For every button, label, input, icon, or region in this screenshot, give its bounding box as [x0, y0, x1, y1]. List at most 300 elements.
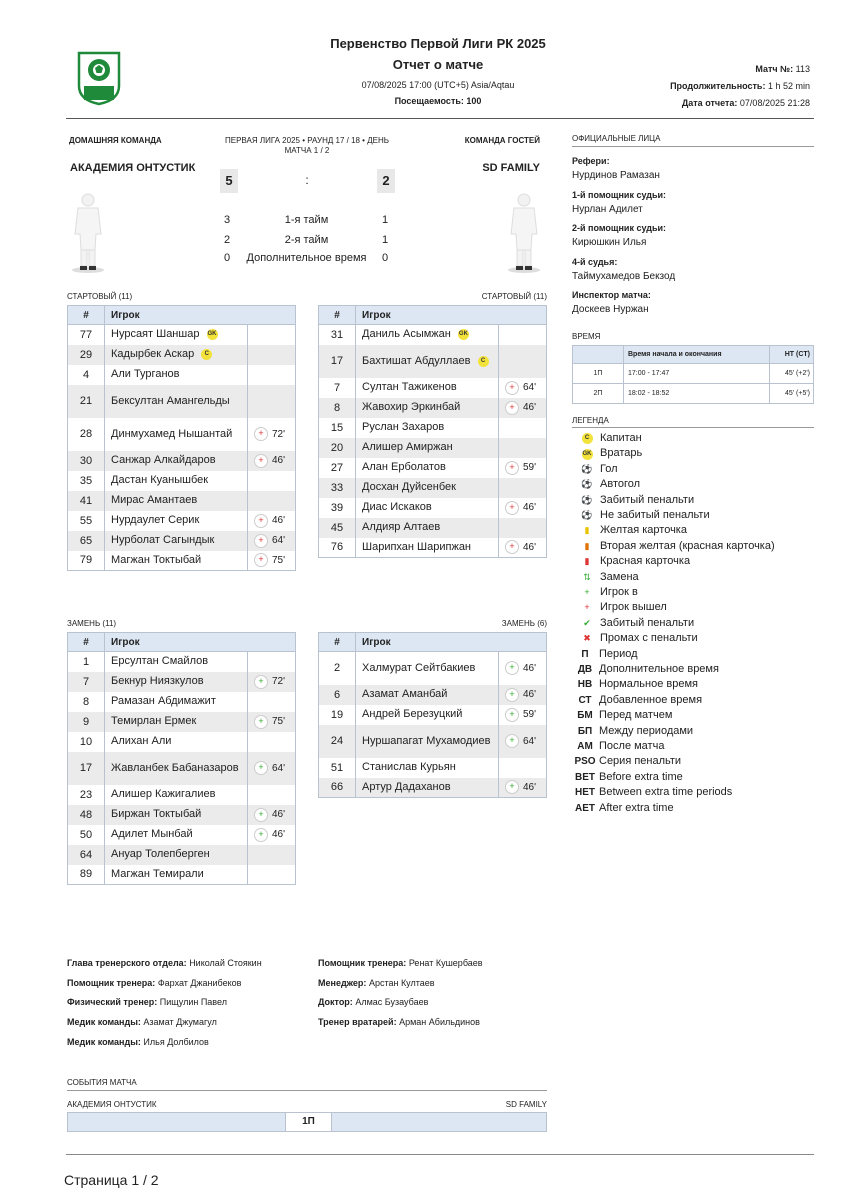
player-in-icon: + — [254, 761, 268, 775]
events-title: СОБЫТИЯ МАТЧА — [67, 1078, 137, 1087]
staff-name: Николай Стоякин — [189, 958, 262, 968]
player-out-icon: + — [505, 501, 519, 515]
staff-role: Доктор: — [318, 997, 353, 1008]
event-minute: 46' — [523, 662, 537, 674]
player-row — [68, 471, 296, 491]
player-number: 1 — [68, 652, 105, 672]
time-period: 1П — [573, 364, 624, 384]
period-home: 3 — [224, 214, 231, 226]
legend-label: Before extra time — [599, 770, 683, 783]
period-label: 2-я тайм — [284, 234, 329, 246]
player-name: Шарипхан Шарипжан — [362, 540, 472, 553]
legend-item — [572, 616, 694, 631]
player-name-cell — [105, 325, 248, 345]
legend-divider — [572, 427, 814, 428]
player-event-cell — [248, 418, 296, 451]
player-name-cell — [105, 752, 248, 785]
player-out-icon: + — [505, 401, 519, 415]
player-name: Санжар Алкайдаров — [111, 454, 216, 466]
event-minute: 59' — [523, 709, 537, 720]
player-event-cell — [499, 478, 547, 498]
away-subs-label: ЗАМЕНЬ (6) — [501, 619, 547, 628]
home-starting-label: СТАРТОВЫЙ (11) — [67, 292, 133, 301]
player-name-cell — [105, 491, 248, 511]
event-minute: 75' — [272, 554, 286, 566]
legend-label: Вратарь — [600, 447, 643, 460]
legend-item — [572, 770, 683, 785]
player-name-cell — [356, 325, 499, 345]
legend-abbreviation: AET — [575, 802, 595, 814]
legend-glyph: ⚽ — [581, 510, 593, 520]
staff-role: Физический тренер: — [67, 997, 158, 1008]
col-number-header: # — [319, 306, 356, 325]
player-number: 41 — [68, 491, 105, 511]
staff-role: Тренер вратарей: — [318, 1017, 397, 1028]
player-row — [68, 451, 296, 471]
player-event-cell — [248, 325, 296, 345]
legend-label: Период — [599, 647, 638, 660]
player-name: Бекнур Ниязкулов — [111, 675, 204, 687]
event-minute: 46' — [272, 829, 286, 840]
events-home-team: АКАДЕМИЯ ОНТУСТИК — [67, 1100, 157, 1109]
player-name-cell — [105, 712, 248, 732]
match-number-label: Матч №: — [755, 64, 794, 74]
player-row — [68, 551, 296, 571]
home-subs-label: ЗАМЕНЬ (11) — [67, 619, 117, 628]
time-table — [572, 345, 814, 404]
player-name-cell — [105, 692, 248, 712]
player-out-icon: + — [254, 534, 268, 548]
player-number: 29 — [68, 345, 105, 365]
attendance-value: 100 — [466, 96, 482, 106]
round-info: ПЕРВАЯ ЛИГА 2025 • РАУНД 17 / 18 • ДЕНЬ МАТЧА 1 / 2 — [224, 136, 389, 155]
player-number: 4 — [68, 365, 105, 385]
legend-item — [572, 754, 681, 769]
official-name: Таймухамедов Бекзод — [572, 270, 676, 282]
legend-item — [572, 570, 639, 585]
report-date — [682, 98, 810, 108]
player-name-cell — [105, 365, 248, 385]
player-name-cell — [356, 705, 499, 725]
staff-name: Алмас Бузаубаев — [355, 997, 429, 1008]
player-number: 48 — [68, 805, 105, 825]
footer-divider — [66, 1154, 814, 1155]
event-minute: 46' — [272, 515, 286, 526]
legend-abbreviation: БМ — [577, 710, 593, 722]
events-divider — [67, 1090, 547, 1091]
player-event-cell — [248, 865, 296, 885]
legend-label: After extra time — [599, 801, 674, 814]
player-row — [68, 652, 296, 672]
player-name-cell — [105, 845, 248, 865]
legend-label: Добавленное время — [599, 693, 703, 706]
player-name: Жавланбек Бабаназаров — [111, 762, 239, 774]
penalty-missed-icon — [577, 508, 597, 523]
player-in-icon: + — [505, 780, 519, 794]
player-event-cell — [248, 825, 296, 845]
col-player-header: Игрок — [105, 633, 296, 652]
legend-glyph: + — [584, 602, 590, 613]
player-event-cell — [499, 458, 547, 478]
staff-member — [318, 997, 428, 1007]
player-name-cell — [356, 378, 499, 398]
player-row — [68, 345, 296, 365]
player-event-cell — [499, 685, 547, 705]
period-home: 0 — [224, 252, 231, 264]
home-kit-icon — [70, 190, 106, 279]
player-name: Алишер Кажигалиев — [111, 788, 216, 800]
time-range: 18:02 - 18:52 — [624, 384, 770, 404]
player-in-icon: + — [254, 808, 268, 822]
official-name: Нурлан Адилет — [572, 203, 643, 215]
badge-text: C — [480, 357, 486, 364]
player-number: 7 — [319, 378, 356, 398]
player-name-cell — [356, 438, 499, 458]
player-number: 24 — [319, 725, 356, 758]
match-number-value: 113 — [795, 64, 810, 74]
player-name-cell — [356, 418, 499, 438]
player-event-cell — [248, 752, 296, 785]
legend-abbreviation: HET — [575, 787, 595, 799]
player-row — [68, 712, 296, 732]
player-row — [68, 491, 296, 511]
player-name: Алишер Амиржан — [362, 441, 453, 453]
duration-value: 1 h 52 min — [767, 81, 810, 91]
player-out-icon: + — [254, 454, 268, 468]
player-event-cell — [248, 692, 296, 712]
officials-title: ОФИЦИАЛЬНЫЕ ЛИЦА — [572, 134, 661, 143]
player-row — [319, 538, 547, 558]
page-number: Страница 1 / 2 — [64, 1172, 159, 1188]
player-row — [319, 705, 547, 725]
player-name-cell — [356, 758, 499, 778]
event-minute: 46' — [523, 689, 537, 700]
staff-name: Пищулин Павел — [159, 997, 227, 1008]
player-event-cell — [499, 418, 547, 438]
legend-label: Гол — [600, 462, 618, 475]
match-duration — [670, 81, 810, 91]
home-subs-table — [67, 632, 296, 885]
legend-item — [572, 708, 672, 723]
goalkeeper-icon — [458, 329, 469, 340]
player-row — [319, 378, 547, 398]
report-title: Первенство Первой Лиги РК 2025 — [330, 36, 546, 51]
staff-name: Азамат Джумагул — [143, 1017, 217, 1028]
player-number: 33 — [319, 478, 356, 498]
player-event-cell — [248, 511, 296, 531]
legend-label: Автогол — [600, 478, 641, 491]
official-role: 4-й судья: — [572, 256, 618, 267]
time-ht: 45' (+2') — [769, 364, 813, 384]
player-number: 79 — [68, 551, 105, 571]
player-name-cell — [356, 685, 499, 705]
period-label: 1-я тайм — [284, 214, 329, 226]
player-name-cell — [105, 511, 248, 531]
player-event-cell — [248, 732, 296, 752]
player-name-cell — [105, 785, 248, 805]
legend-glyph: ⚽ — [581, 494, 593, 505]
home-score: 5 — [225, 173, 233, 188]
badge-text: C — [204, 350, 209, 357]
legend-abbreviation: НВ — [577, 679, 593, 691]
player-number: 89 — [68, 865, 105, 885]
player-in-icon: + — [254, 675, 268, 689]
player-event-cell — [248, 471, 296, 491]
legend-item — [572, 724, 693, 739]
player-number: 50 — [68, 825, 105, 845]
legend-label: Капитан — [600, 432, 642, 444]
legend-label: Забитый пенальти — [600, 493, 695, 506]
time-period: 2П — [573, 384, 624, 404]
player-number: 30 — [68, 451, 105, 471]
player-number: 7 — [68, 672, 105, 692]
player-in-icon: + — [505, 734, 519, 748]
player-number: 15 — [319, 418, 356, 438]
player-row — [68, 385, 296, 418]
player-event-cell — [248, 652, 296, 672]
penalty-scored-check-icon — [577, 616, 597, 631]
player-event-cell — [499, 438, 547, 458]
player-name: Нуршапагат Мухамодиев — [362, 735, 491, 747]
staff-member — [318, 958, 483, 968]
staff-role: Медик команды: — [67, 1036, 141, 1047]
player-event-cell — [499, 378, 547, 398]
player-in-icon: + — [505, 708, 519, 722]
player-event-cell — [248, 365, 296, 385]
player-event-cell — [248, 785, 296, 805]
table-header-row — [68, 306, 296, 325]
player-event-cell — [248, 345, 296, 365]
time-range: 17:00 - 17:47 — [624, 364, 770, 384]
player-name: Рамазан Абдимажит — [111, 695, 216, 707]
player-event-cell — [499, 652, 547, 685]
player-name: Динмухамед Нышантай — [111, 428, 233, 440]
player-row — [319, 478, 547, 498]
staff-member — [67, 958, 262, 968]
event-minute: 46' — [272, 809, 286, 820]
player-row — [68, 825, 296, 845]
attendance-label: Посещаемость: — [394, 96, 464, 106]
event-minute: 46' — [523, 781, 537, 793]
legend-item — [572, 539, 775, 554]
player-name: Даниль Асымжан — [362, 328, 451, 341]
period-home: 2 — [224, 234, 231, 246]
legend-item — [572, 446, 642, 461]
player-row — [68, 365, 296, 385]
staff-role: Помощник тренера: — [318, 958, 407, 968]
player-number: 8 — [68, 692, 105, 712]
player-event-cell — [248, 491, 296, 511]
player-name-cell — [105, 451, 248, 471]
legend-item — [572, 493, 694, 508]
player-name-cell — [105, 865, 248, 885]
player-name-cell — [105, 805, 248, 825]
legend-glyph: ▮ — [584, 525, 590, 536]
own-goal-icon — [577, 477, 597, 492]
legend-label: Игрок в — [600, 586, 638, 598]
player-in-icon: + — [505, 688, 519, 702]
player-name: Нурдаулет Серик — [111, 514, 200, 526]
legend-item — [572, 647, 638, 662]
player-row — [319, 398, 547, 418]
player-number: 35 — [68, 471, 105, 491]
away-starting-label: СТАРТОВЫЙ (11) — [481, 292, 547, 301]
player-row — [319, 438, 547, 458]
legend-label: Между периодами — [599, 724, 694, 737]
away-starting-table — [318, 305, 547, 558]
legend-item — [572, 785, 732, 800]
player-row — [319, 518, 547, 538]
player-number: 28 — [68, 418, 105, 451]
staff-name: Фархат Джанибеков — [157, 977, 242, 988]
table-header-row — [319, 633, 547, 652]
official-role: Инспектор матча: — [572, 290, 651, 300]
legend-label: Between extra time periods — [599, 786, 733, 799]
player-row — [68, 785, 296, 805]
legend-glyph: ✖ — [583, 633, 591, 644]
goalkeeper-icon — [207, 329, 218, 340]
player-name: Ануар Толепберген — [111, 848, 210, 860]
player-name-cell — [105, 825, 248, 845]
player-name: Халмурат Сейтбакиев — [362, 662, 476, 675]
substitution-icon — [577, 570, 597, 585]
legend-label: Серия пенальти — [599, 755, 682, 768]
away-score: 2 — [382, 173, 390, 188]
legend-abbreviation: PSO — [574, 756, 596, 768]
player-number: 21 — [68, 385, 105, 418]
staff-name: Ренат Кушербаев — [408, 958, 483, 968]
penalty-miss-x-icon — [577, 631, 597, 646]
player-number: 51 — [319, 758, 356, 778]
player-row — [68, 692, 296, 712]
legend-item — [572, 508, 710, 523]
legend-label: Нормальное время — [599, 678, 698, 691]
official-role: Рефери: — [572, 156, 610, 166]
legend-title: ЛЕГЕНДА — [572, 416, 609, 425]
player-number: 77 — [68, 325, 105, 345]
player-name-cell — [356, 398, 499, 418]
legend-item — [572, 677, 698, 692]
player-name-cell — [356, 498, 499, 518]
player-row — [68, 511, 296, 531]
legend-label: Перед матчем — [599, 709, 673, 722]
col-number-header: # — [68, 633, 105, 652]
player-name-cell — [105, 345, 248, 365]
player-name: Темирлан Ермек — [111, 715, 197, 727]
badge-text: GK — [207, 330, 217, 337]
legend-item — [572, 600, 667, 615]
player-number: 19 — [319, 705, 356, 725]
player-name-cell — [105, 732, 248, 752]
player-out-icon: + — [505, 381, 519, 395]
player-number: 17 — [319, 345, 356, 378]
staff-name: Арстан Култаев — [368, 977, 435, 988]
event-minute: 46' — [272, 455, 286, 466]
player-name: Артур Дадаханов — [362, 780, 451, 793]
legend-abbreviation: П — [581, 648, 589, 660]
player-row — [68, 418, 296, 451]
report-subtitle: Отчет о матче — [392, 57, 484, 72]
legend-abbreviation: БП — [577, 725, 593, 737]
player-number: 65 — [68, 531, 105, 551]
event-minute: 75' — [272, 716, 286, 727]
staff-member — [318, 978, 435, 988]
player-out-icon — [577, 600, 597, 615]
time-col-range: Время начала и окончания — [624, 346, 770, 364]
staff-role: Менеджер: — [318, 977, 367, 988]
legend-label: Вторая желтая (красная карточка) — [600, 539, 775, 552]
player-name: Алихан Али — [111, 735, 172, 747]
legend-label: Не забитый пенальти — [600, 509, 710, 521]
legend-item — [572, 585, 638, 600]
player-event-cell — [499, 498, 547, 518]
player-row — [319, 325, 547, 345]
event-minute: 72' — [272, 676, 286, 687]
player-row — [319, 778, 547, 798]
legend-glyph: GK — [582, 449, 593, 460]
player-number: 45 — [319, 518, 356, 538]
player-name: Азамат Аманбай — [362, 688, 448, 700]
player-name-cell — [356, 518, 499, 538]
player-name-cell — [356, 778, 499, 798]
player-event-cell — [248, 451, 296, 471]
player-number: 17 — [68, 752, 105, 785]
legend-glyph: + — [584, 587, 590, 597]
legend-glyph: ⚽ — [581, 463, 593, 474]
legend-item — [572, 554, 690, 569]
staff-member — [67, 978, 241, 988]
player-number: 66 — [319, 778, 356, 798]
event-minute: 64' — [272, 535, 286, 546]
player-out-icon: + — [505, 540, 519, 554]
event-minute: 72' — [272, 428, 286, 440]
staff-member — [67, 1037, 209, 1047]
staff-name: Арман Абильдинов — [399, 1017, 480, 1028]
time-col-ht: HT (CT) — [769, 346, 813, 364]
legend-label: После матча — [599, 740, 665, 752]
report-date-value: 07/08/2025 21:28 — [739, 98, 810, 108]
player-event-cell — [248, 385, 296, 418]
legend-item — [572, 693, 702, 708]
player-number: 76 — [319, 538, 356, 558]
player-name: Ерсултан Смайлов — [111, 655, 209, 668]
player-out-icon: + — [254, 427, 268, 441]
legend-item — [572, 477, 640, 492]
player-event-cell — [499, 705, 547, 725]
match-datetime: 07/08/2025 17:00 (UTC+5) Asia/Aqtau — [361, 80, 515, 90]
player-name-cell — [356, 458, 499, 478]
legend-glyph: ▮ — [584, 556, 590, 567]
player-in-icon — [577, 585, 597, 600]
player-out-icon: + — [254, 514, 268, 528]
player-name: Андрей Березуцкий — [362, 708, 463, 720]
player-row — [68, 805, 296, 825]
player-row — [68, 672, 296, 692]
report-date-label: Дата отчета: — [681, 98, 738, 108]
legend-abbreviation: ДВ — [577, 664, 593, 675]
table-header-row — [68, 633, 296, 652]
player-in-icon: + — [254, 715, 268, 729]
captain-icon — [201, 349, 212, 360]
time-ht: 45' (+5') — [769, 384, 813, 404]
col-number-header: # — [319, 633, 356, 652]
table-header-row — [319, 306, 547, 325]
player-name-cell — [105, 672, 248, 692]
staff-member — [67, 997, 227, 1007]
player-event-cell — [499, 758, 547, 778]
period-away: 1 — [382, 214, 389, 226]
player-number: 9 — [68, 712, 105, 732]
